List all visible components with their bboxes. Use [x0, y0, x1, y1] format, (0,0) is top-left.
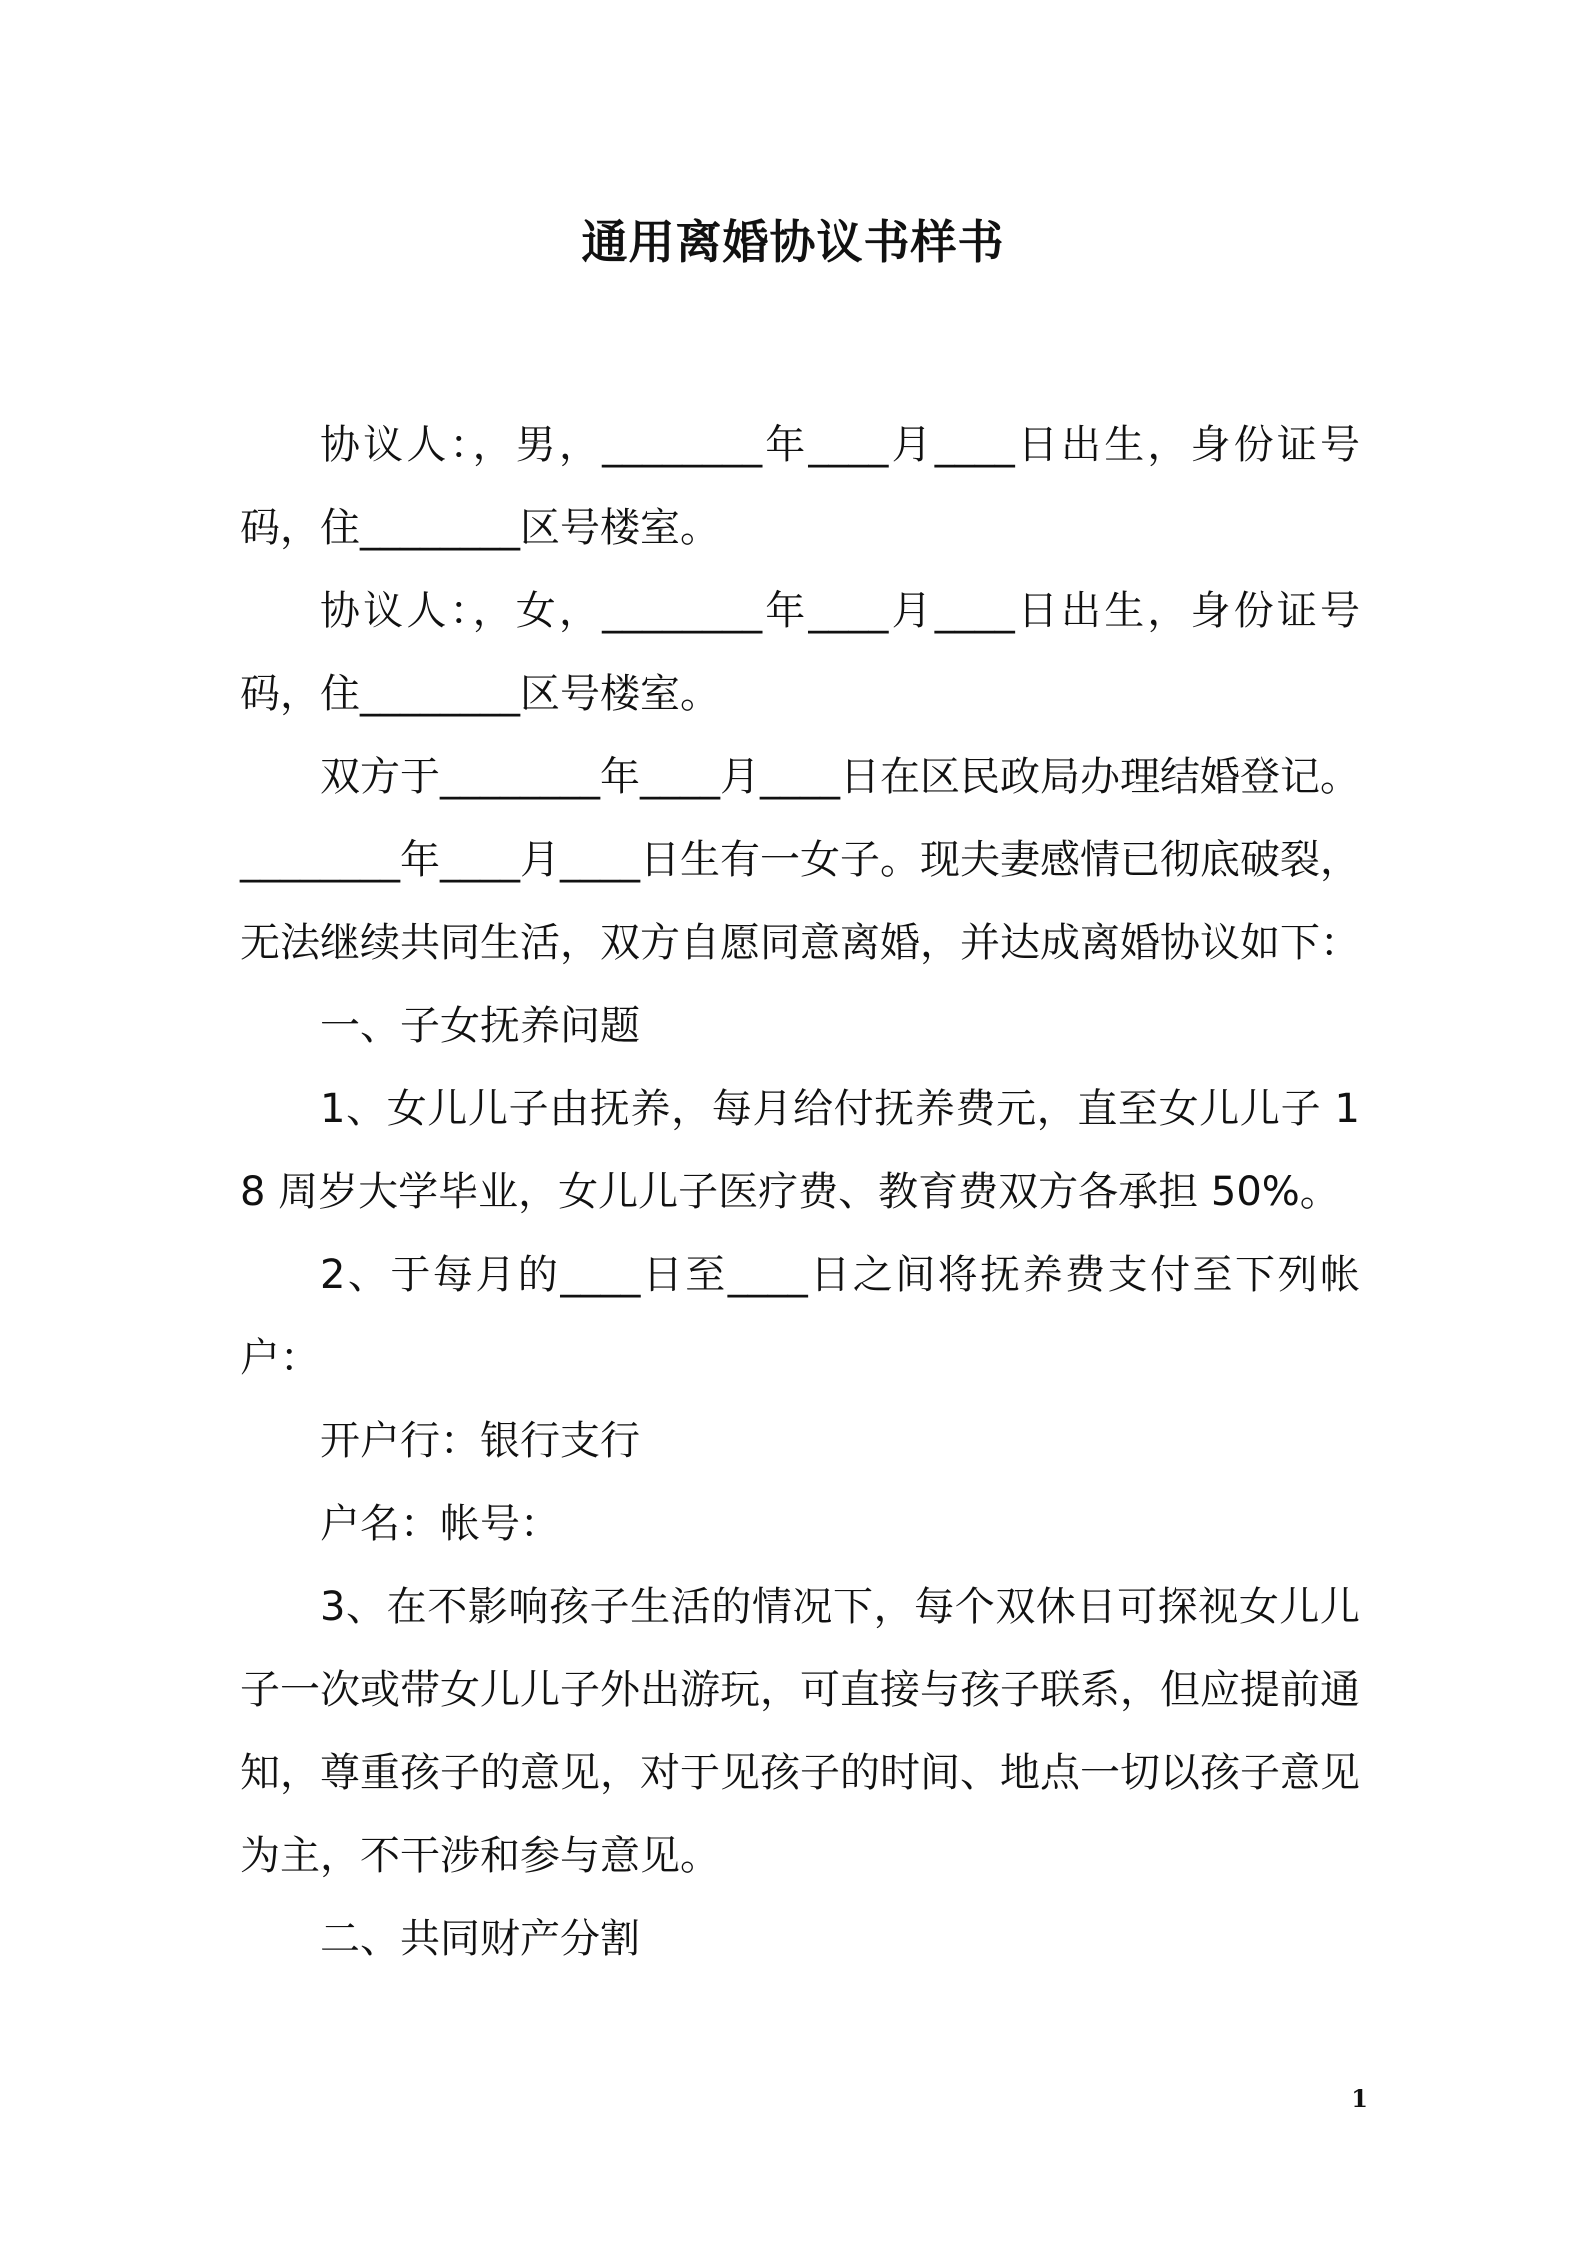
account-name-line: 户名：帐号： [320, 1501, 560, 1547]
clause-1-paragraph: 1、女儿儿子由抚养，每月给付抚养费元，直至女儿儿子 18 周岁大学毕业，女儿儿子医疗费、教育费双方各承担 50%。 [240, 1086, 1360, 1215]
section-heading-child-custody: 一、子女抚养问题 [320, 1003, 640, 1049]
document-title: 通用离婚协议书样书 [581, 215, 1005, 269]
page-number: 1 [1351, 2084, 1368, 2113]
marriage-background-paragraph: 双方于________年____月____日在区民政局办理结婚登记。________年____月____日生有一女子。现夫妻感情已彻底破裂，无法继续共同生活，双方自愿同意离婚，并达成离婚协议如下： [240, 754, 1360, 966]
document-body [240, 404, 1360, 1981]
bank-branch-line: 开户行：银行支行 [320, 1418, 640, 1464]
party-female-paragraph: 协议人：，女，________年____月____日出生，身份证号码，住________区号楼室。 [240, 588, 1360, 717]
clause-3-paragraph: 3、在不影响孩子生活的情况下，每个双休日可探视女儿儿子一次或带女儿儿子外出游玩，可直接与孩子联系，但应提前通知，尊重孩子的意见，对于见孩子的时间、地点一切以孩子意见为主，不干涉和参与意见。 [240, 1584, 1360, 1879]
clause-2-paragraph: 2、于每月的____日至____日之间将抚养费支付至下列帐户： [240, 1252, 1360, 1381]
section-heading-property-division: 二、共同财产分割 [320, 1916, 640, 1962]
party-male-paragraph: 协议人：，男，________年____月____日出生，身份证号码，住________区号楼室。 [240, 422, 1360, 551]
